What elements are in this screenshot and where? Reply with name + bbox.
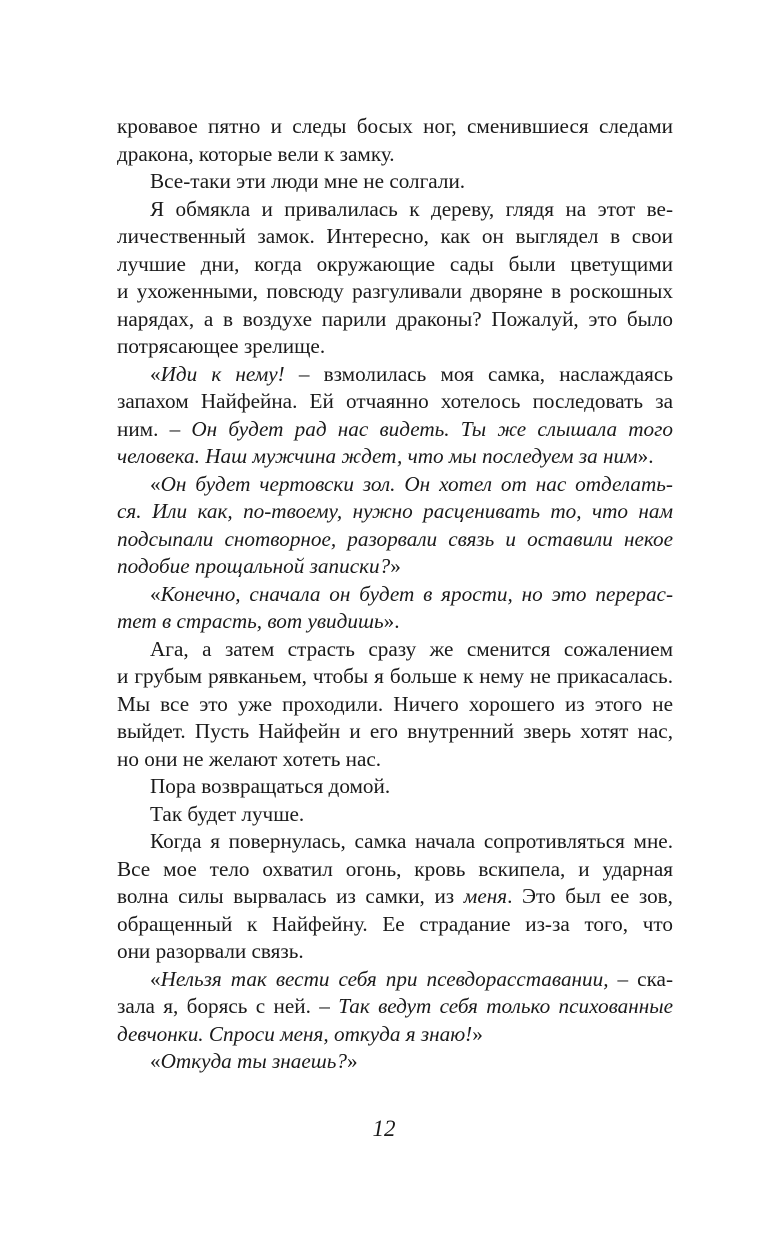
text-line	[117, 911, 673, 939]
text-line	[117, 883, 673, 911]
text-line	[117, 141, 673, 169]
text-run: ним. –	[117, 416, 192, 441]
text-run: Я обмякла и привалилась к дереву, глядя на этот ве-	[150, 196, 673, 221]
text-run: но они не желают хотеть нас.	[117, 746, 382, 771]
italic-text: меня	[463, 884, 508, 908]
text-line	[117, 168, 673, 196]
text-line	[117, 801, 673, 829]
text-run: Так будет лучше.	[150, 801, 305, 826]
italic-text: Нельзя так вести себя при псевдорасставании,	[160, 966, 609, 991]
text-run: Пора возвращаться домой.	[150, 774, 391, 798]
paragraph	[117, 966, 673, 1049]
text-run: «	[150, 966, 161, 991]
text-line	[117, 746, 673, 774]
text-line	[117, 966, 673, 994]
italic-text: Он будет чертовски зол. Он хотел от нас отделать-	[160, 471, 673, 496]
text-line	[117, 938, 673, 966]
text-line	[117, 278, 673, 306]
text-run: Все мое тело охватил огонь, кровь вскипела, и ударная	[117, 856, 673, 881]
text-line	[117, 498, 673, 526]
text-line	[117, 828, 673, 856]
text-line	[117, 691, 673, 719]
paragraph	[117, 1048, 673, 1076]
text-run: запахом Найфейна. Ей отчаянно хотелось последовать за	[117, 389, 673, 413]
text-run: лучшие дни, когда окружающие сады были цветущими	[117, 251, 673, 276]
text-line	[117, 416, 673, 444]
text-line	[117, 856, 673, 884]
text-run: зала я, борясь с ней. –	[117, 994, 339, 1018]
italic-text: Конечно, сначала он будет в ярости, но это перерас-	[160, 581, 673, 606]
text-run: »	[472, 1021, 483, 1046]
paragraph	[117, 196, 673, 361]
text-line	[117, 608, 673, 636]
text-line	[117, 663, 673, 691]
text-run: они разорвали связь.	[117, 939, 304, 963]
text-run: волна силы вырвалась из самки, из	[117, 884, 464, 908]
text-run: нарядах, а в воздухе парили драконы? Пожалуй, это было	[117, 306, 673, 331]
text-line	[117, 773, 673, 801]
text-run: «	[150, 1049, 161, 1073]
text-run: и грубым рявканьем, чтобы я больше к нему не прикасалась.	[117, 664, 673, 688]
text-run: Мы все это уже проходили. Ничего хорошего из этого не	[117, 691, 673, 716]
text-line	[117, 306, 673, 334]
italic-text: подсыпали снотворное, разорвали связь и оставили некое	[117, 526, 673, 551]
italic-text: тет в страсть, вот увидишь	[117, 609, 384, 633]
italic-text: девчонки. Спроси меня, откуда я знаю!	[117, 1021, 473, 1046]
text-run: Когда я повернулась, самка начала сопротивляться мне.	[150, 829, 673, 853]
text-line	[117, 471, 673, 499]
text-line	[117, 636, 673, 664]
text-run: личественный замок. Интересно, как он выглядел в свои	[117, 224, 673, 248]
paragraph	[117, 828, 673, 966]
italic-text: Он будет рад нас видеть. Ты же слышала того	[191, 416, 673, 441]
text-line	[117, 581, 673, 609]
italic-text: Иди к нему!	[160, 361, 285, 386]
italic-text: человека. Наш мужчина ждет, что мы последуем за ним	[117, 444, 638, 468]
paragraph	[117, 581, 673, 636]
text-run: – ска-	[608, 966, 673, 991]
text-run: . Это был ее зов,	[507, 884, 673, 908]
text-line	[117, 993, 673, 1021]
text-line	[117, 333, 673, 361]
paragraph	[117, 168, 673, 196]
text-run: обращенный к Найфейну. Ее страдание из-за того, что	[117, 911, 673, 936]
text-line	[117, 526, 673, 554]
text-run: ».	[383, 609, 400, 633]
body-text	[117, 113, 673, 1076]
text-line	[117, 113, 673, 141]
text-run: дракона, которые вели к замку.	[117, 141, 395, 166]
paragraph	[117, 361, 673, 471]
text-line	[117, 196, 673, 224]
text-line	[117, 251, 673, 279]
italic-text: ся. Или как, по-твоему, нужно расценивать то, что нам	[117, 499, 673, 523]
text-run: и ухоженными, повсюду разгуливали дворяне в роскошных	[117, 279, 673, 303]
italic-text: Так ведут себя только психованные	[338, 994, 673, 1018]
text-run: потрясающее зрелище.	[117, 334, 326, 358]
text-run: – взмолилась моя самка, наслаждаясь	[284, 361, 673, 386]
text-line	[117, 443, 673, 471]
text-run: »	[347, 1049, 358, 1073]
text-run: «	[150, 361, 161, 386]
text-line	[117, 361, 673, 389]
paragraph	[117, 471, 673, 581]
paragraph	[117, 113, 673, 168]
text-line	[117, 1048, 673, 1076]
page-number: 12	[372, 1116, 396, 1141]
paragraph	[117, 636, 673, 774]
text-run: »	[390, 554, 401, 578]
text-run: Все-таки эти люди мне не солгали.	[150, 169, 466, 193]
paragraph	[117, 773, 673, 801]
text-run: выйдет. Пусть Найфейн и его внутренний зверь хотят нас,	[117, 719, 673, 743]
paragraph	[117, 801, 673, 829]
text-line	[117, 223, 673, 251]
text-line	[117, 388, 673, 416]
text-run: ».	[637, 444, 654, 468]
text-run: кровавое пятно и следы босых ног, сменившиеся следами	[117, 114, 673, 138]
italic-text: Откуда ты знаешь?	[160, 1049, 348, 1073]
text-line	[117, 718, 673, 746]
italic-text: подобие прощальной записки?	[117, 554, 391, 578]
text-run: «	[150, 471, 161, 496]
book-page	[117, 113, 673, 1076]
text-line	[117, 553, 673, 581]
text-run: «	[150, 581, 161, 606]
text-run: Ага, а затем страсть сразу же сменится сожалением	[150, 636, 673, 661]
text-line	[117, 1021, 673, 1049]
